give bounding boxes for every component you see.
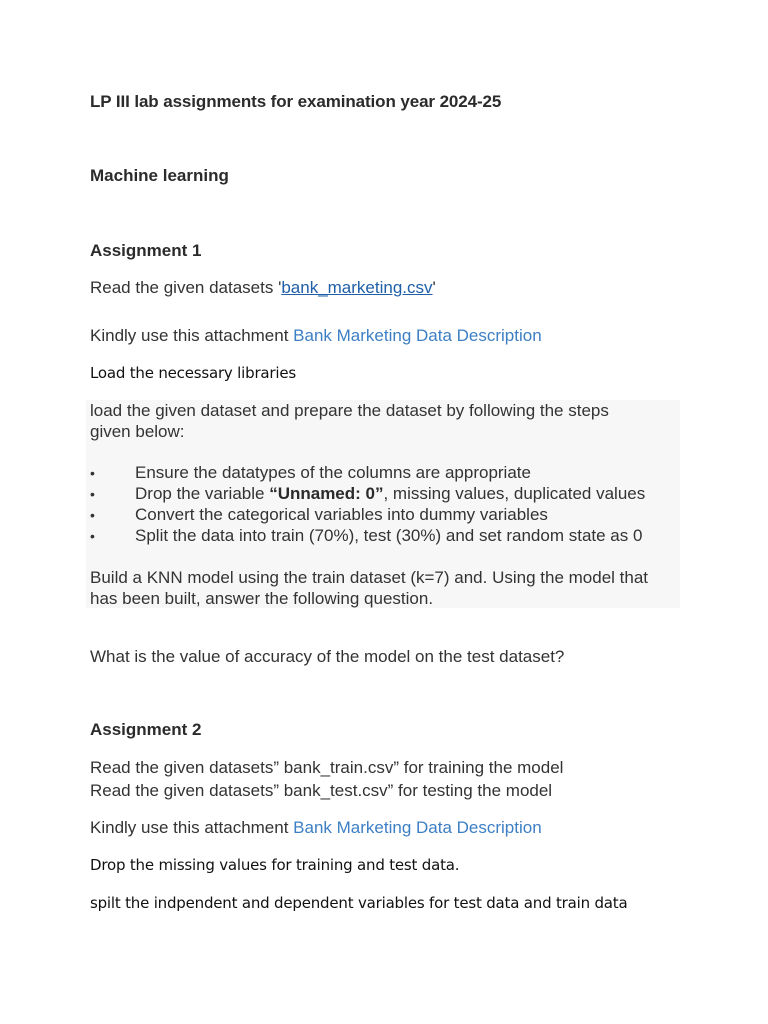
- bullet-datatypes: Ensure the datatypes of the columns are appropriate: [135, 463, 531, 482]
- read-train-dataset: Read the given datasets” bank_train.csv” for training the model: [90, 758, 564, 777]
- drop-missing-values-text: Drop the missing values for training and test data.: [90, 856, 460, 874]
- assignment-2-attachment-line: [90, 818, 542, 838]
- read-test-dataset: Read the given datasets” bank_test.csv” for testing the model: [90, 781, 553, 800]
- prep-line-2: given below:: [90, 422, 185, 441]
- assignment-1-attachment-line: [90, 326, 542, 346]
- attach-prefix: Kindly use this attachment: [90, 326, 294, 345]
- bullet-dummy-variables: Convert the categorical variables into dummy variables: [135, 505, 548, 524]
- bullet-dot: •: [90, 528, 95, 544]
- data-description-link-2[interactable]: Bank Marketing Data Description: [293, 818, 542, 837]
- bank-marketing-csv-link[interactable]: bank_marketing.csv: [281, 278, 433, 297]
- build-knn-line-2: has been built, answer the following question.: [90, 589, 434, 608]
- bullet-drop-variable: [135, 484, 645, 504]
- attach-prefix: Kindly use this attachment: [90, 818, 294, 837]
- bullet-dot: •: [90, 465, 95, 481]
- split-variables-text: spilt the indpendent and dependent variables for test data and train data: [90, 894, 628, 912]
- data-description-link-1[interactable]: Bank Marketing Data Description: [293, 326, 542, 345]
- bullet-split-data: Split the data into train (70%), test (30%) and set random state as 0: [135, 526, 643, 545]
- assignment-1-read-datasets: [90, 278, 436, 298]
- unnamed-column-name: “Unnamed: 0”: [269, 484, 384, 503]
- assignment-1-heading: Assignment 1: [90, 241, 202, 260]
- bullet-dot: •: [90, 507, 95, 523]
- page-title: LP III lab assignments for examination year 2024-25: [90, 92, 502, 111]
- bullet-dot: •: [90, 486, 95, 502]
- read-suffix: ': [432, 278, 436, 297]
- read-prefix: Read the given datasets ': [90, 278, 282, 297]
- section-heading-machine-learning: Machine learning: [90, 166, 229, 185]
- accuracy-question: What is the value of accuracy of the model on the test dataset?: [90, 647, 565, 666]
- bullet-drop-post: , missing values, duplicated values: [383, 484, 646, 503]
- assignment-2-heading: Assignment 2: [90, 720, 202, 739]
- bullet-drop-pre: Drop the variable: [135, 484, 270, 503]
- build-knn-line-1: Build a KNN model using the train dataset (k=7) and. Using the model that: [90, 568, 649, 587]
- load-libraries-text: Load the necessary libraries: [90, 364, 296, 382]
- prep-line-1: load the given dataset and prepare the dataset by following the steps: [90, 401, 609, 420]
